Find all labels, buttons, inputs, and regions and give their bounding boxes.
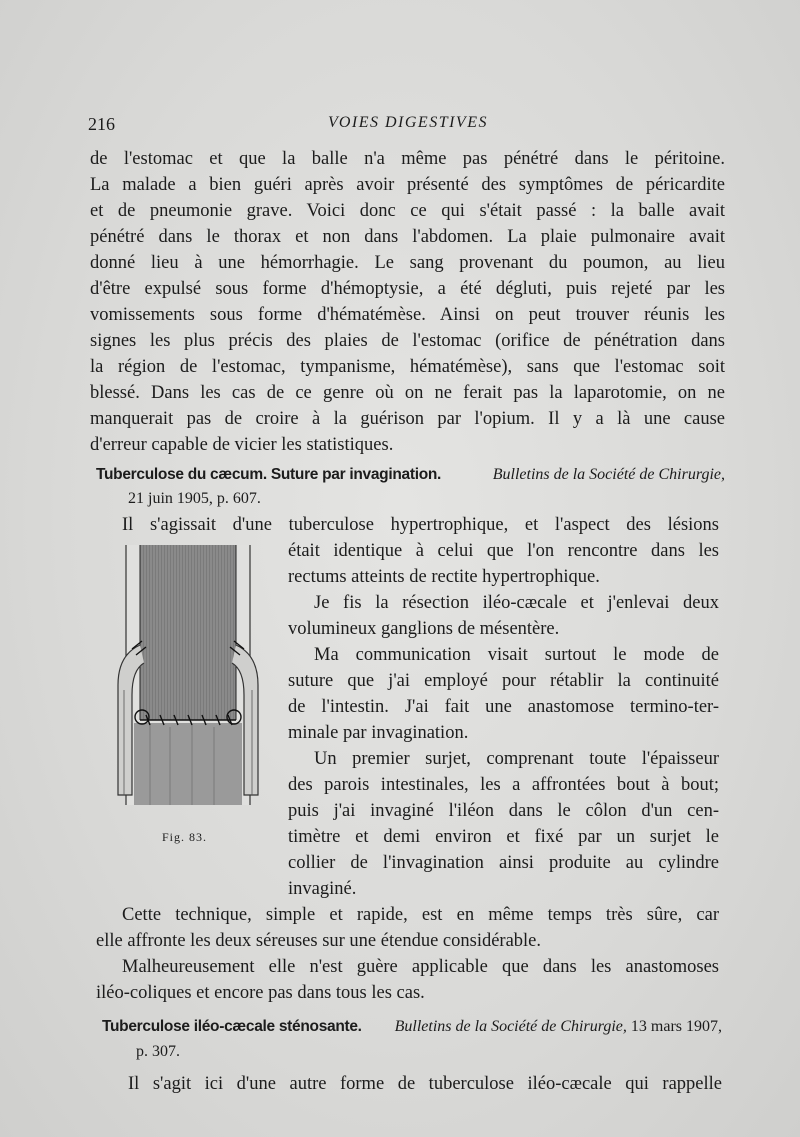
text-line: pénétré dans le thorax et non dans l'abdomen. La plaie pulmonaire avait	[90, 227, 725, 247]
text-line: La malade a bien guéri après avoir présenté des symptômes de péricardite	[90, 175, 725, 195]
text-line: de l'intestin. J'ai fait une anastomose termino-ter-	[288, 697, 719, 717]
figure-caption: Fig. 83.	[162, 830, 208, 844]
section-source: Bulletins de la Société de Chirurgie,	[394, 1018, 627, 1035]
text-line: timètre et demi environ et fixé par un surjet le	[288, 827, 719, 847]
text-line: Je fis la résection iléo-cæcale et j'enlevai deux	[314, 593, 719, 613]
text-line: collier de l'invagination ainsi produite au cylindre	[288, 853, 719, 873]
section-date: 21 juin 1905, p. 607.	[128, 490, 261, 507]
section-heading	[96, 463, 725, 487]
text-line: suture que j'ai employé pour rétablir la continuité	[288, 671, 719, 691]
text-line: blessé. Dans les cas de ce genre où on ne ferait pas la laparotomie, on ne	[90, 383, 725, 403]
text-line: d'être expulsé sous forme d'hémoptysie, a été dégluti, puis rejeté par les	[90, 279, 725, 299]
text-line: donné lieu à une hémorrhagie. Le sang provenant du poumon, au lieu	[90, 253, 725, 273]
section-title: Tuberculose iléo-cæcale sténosante.	[102, 1018, 362, 1035]
section-source: Bulletins de la Société de Chirurgie,	[492, 466, 725, 483]
section-page: p. 307.	[136, 1043, 180, 1060]
section-title: Tuberculose du cæcum. Suture par invagination.	[96, 466, 442, 483]
page-header	[88, 114, 728, 138]
text-line: vomissements sous forme d'hématémèse. Ainsi on peut trouver réunis les	[90, 305, 725, 325]
text-line: Un premier surjet, comprenant toute l'épaisseur	[314, 749, 719, 769]
text-line: elle affronte les deux séreuses sur une étendue considérable.	[96, 931, 542, 951]
text-line: rectums atteints de rectite hypertrophique.	[288, 567, 600, 587]
text-line: invaginé.	[288, 879, 357, 899]
section-heading	[102, 1015, 722, 1039]
text-line: était identique à celui que l'on rencontre dans les	[288, 541, 719, 561]
text-line: iléo-coliques et encore pas dans tous les cas.	[96, 983, 425, 1003]
text-line: manquerait pas de croire à la guérison par l'opium. Il y a là une cause	[90, 409, 725, 429]
text-line: des parois intestinales, les a affrontées bout à bout;	[288, 775, 719, 795]
text-line: Ma communication visait surtout le mode de	[314, 645, 719, 665]
text-line: Cette technique, simple et rapide, est en même temps très sûre, car	[122, 905, 719, 925]
text-line: la région de l'estomac, tympanisme, hématémèse), sans que l'estomac soit	[90, 357, 725, 377]
section-source-line	[395, 1015, 722, 1039]
text-line: puis j'ai invaginé l'iléon dans le côlon d'un cen-	[288, 801, 719, 821]
text-line: et de pneumonie grave. Voici donc ce qui s'était passé : la balle avait	[90, 201, 725, 221]
text-line: d'erreur capable de vicier les statistiques.	[90, 435, 394, 455]
intestine-suture-figure	[110, 545, 266, 807]
text-line: minale par invagination.	[288, 723, 469, 743]
running-title: VOIES DIGESTIVES	[328, 114, 488, 131]
text-line: Il s'agissait d'une tuberculose hypertrophique, et l'aspect des lésions	[122, 515, 719, 535]
page-number: 216	[88, 114, 115, 134]
text-line: volumineux ganglions de mésentère.	[288, 619, 560, 639]
text-line: Malheureusement elle n'est guère applicable que dans les anastomoses	[122, 957, 719, 977]
text-line: Il s'agit ici d'une autre forme de tuberculose iléo-cæcale qui rappelle	[128, 1074, 722, 1094]
text-line: de l'estomac et que la balle n'a même pas pénétré dans le péritoine.	[90, 149, 725, 169]
text-line: signes les plus précis des plaies de l'estomac (orifice de pénétration dans	[90, 331, 725, 351]
section-date: 13 mars 1907,	[630, 1018, 722, 1035]
